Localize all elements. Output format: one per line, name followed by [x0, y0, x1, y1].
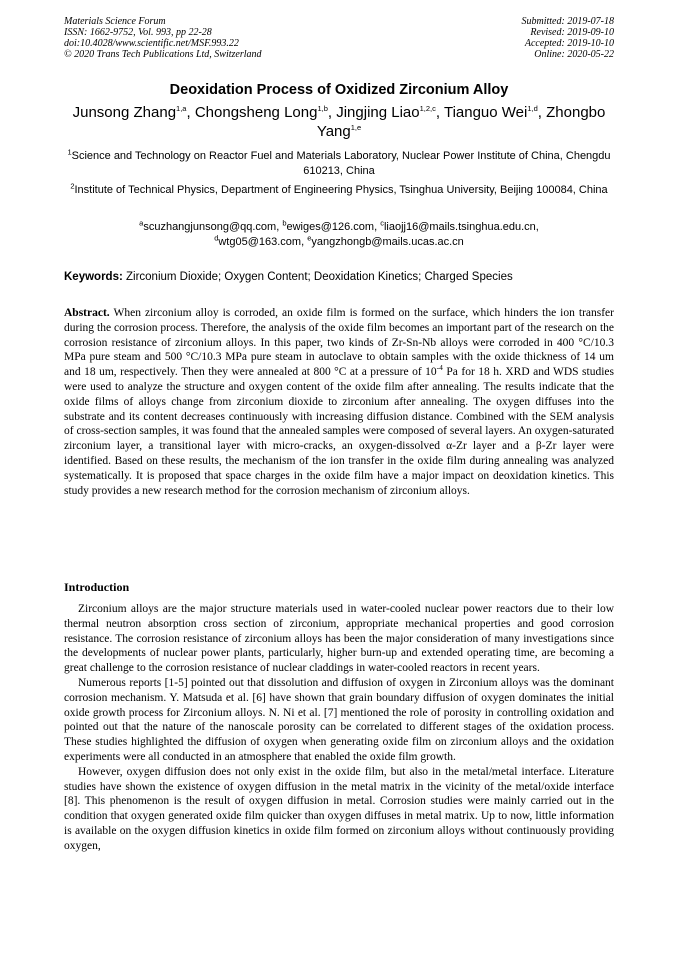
keywords-text: Zirconium Dioxide; Oxygen Content; Deoxidation Kinetics; Charged Species	[126, 271, 513, 283]
author-affiliation-mark: 1,2,c	[419, 104, 436, 113]
introduction-paragraph-3: However, oxygen diffusion does not only exist in the oxide film, but also in the metal/metal interface. Literature studies have shown the existence of oxygen diffusion in the metal matrix in the vicinity of the metal/oxide interface [8]. This phenomenon is the result of oxygen diffusion in metal. Corrosion studies were mainly carried out in the condition that oxygen generated oxide film quicker than oxygen diffuses in metal matrix. Up to now, little information is available on the oxygen diffusion kinetics in oxide film formed on zirconium alloys without continuously providing oxygen,	[64, 765, 614, 852]
affiliation-text: Institute of Technical Physics, Department of Engineering Physics, Tsinghua University, Beijing 100084, China	[74, 184, 608, 196]
affiliation-text: Science and Technology on Reactor Fuel and Materials Laboratory, Nuclear Power Institute of China, Chengdu 610213, China	[71, 150, 611, 177]
author-affiliation-mark: 1,b	[317, 104, 328, 113]
author-name: Junsong Zhang	[72, 104, 177, 121]
author-separator: ,	[327, 104, 337, 121]
keywords-label: Keywords:	[64, 271, 123, 283]
abstract-text-part-1: When zirconium alloy is corroded, an oxide film is formed on the surface, which hinders the ion transfer during the corrosion process. Therefore, the analysis of the oxide film becomes an important part of the research on the corrosion resistance of zirconium alloys. In this paper, two kinds of Zr-Sn-Nb alloys were corroded in 400 °C/10.3 MPa pure steam and 500 °C/10.3 MPa pure steam in autoclave to obtain samples with the oxide thickness of 14 um and 18 um, respectively. Then they were annealed at 800 °C at a pressure of 10	[64, 307, 614, 379]
email-entry	[139, 218, 283, 233]
doi-line: doi:10.4028/www.scientific.net/MSF.993.22	[64, 38, 239, 49]
affiliation-mark: 2	[70, 181, 75, 191]
email-mark: c	[380, 218, 384, 228]
author-name: Zhongbo Yang	[316, 104, 606, 140]
author-affiliation-mark: 1,d	[527, 104, 538, 113]
revised-date: Revised: 2019-09-10	[530, 27, 614, 38]
author-separator: ,	[435, 104, 444, 121]
email-mark: e	[307, 232, 312, 242]
accepted-date: Accepted: 2019-10-10	[524, 38, 614, 49]
author-affiliation-mark: 1,a	[176, 104, 187, 113]
author-name: Chongsheng Long	[194, 104, 318, 121]
email-mark: b	[282, 218, 287, 228]
author-name: Jingjing Liao	[336, 104, 420, 121]
email-entry	[214, 232, 308, 248]
author-affiliation-mark: 1,e	[350, 123, 362, 132]
online-date: Online: 2020-05-22	[534, 49, 614, 60]
author	[195, 104, 336, 121]
copyright-line: © 2020 Trans Tech Publications Ltd, Switzerland	[64, 49, 262, 60]
abstract-label: Abstract.	[64, 307, 110, 319]
author	[336, 104, 444, 121]
introduction-heading: Introduction	[64, 580, 130, 594]
email-separator: ,	[535, 221, 539, 233]
email-separator: ,	[276, 221, 283, 233]
journal-info	[64, 16, 262, 60]
introduction-body	[64, 602, 614, 854]
email-address: wtg05@163.com	[218, 235, 302, 248]
email-entry	[282, 218, 381, 233]
email-separator: ,	[374, 221, 381, 233]
paper-title: Deoxidation Process of Oxidized Zirconium Alloy	[169, 82, 509, 98]
affiliation-2	[64, 183, 614, 198]
introduction-paragraph-1: Zirconium alloys are the major structure materials used in water-cooled nuclear power reactors due to their low thermal neutron absorption cross section of zirconium, appropriate mechanical properties and good corrosion resistance. The corrosion resistance of zirconium alloys has been the major consideration of many investigations since the developments of nuclear power plants, particularly, higher burn-up and extended operating time, are becoming a great challenge to the corrosion resistance of nuclear claddings in water-cooled reactors in recent years.	[64, 603, 614, 675]
submitted-date: Submitted: 2019-07-18	[521, 16, 614, 27]
author-name: Tianguo Wei	[443, 104, 528, 121]
pressure-exponent: -4	[436, 363, 443, 373]
author-list	[64, 103, 614, 141]
email-mark: d	[214, 232, 219, 242]
author-separator: ,	[186, 104, 195, 121]
author	[444, 104, 546, 121]
affiliation-1	[64, 149, 614, 178]
journal-name: Materials Science Forum	[64, 16, 166, 27]
email-entry	[307, 232, 464, 248]
introduction-paragraph-2: Numerous reports [1-5] pointed out that dissolution and diffusion of oxygen in Zirconium alloys was the dominant corrosion mechanism. Y. Matsuda et al. [6] have shown that grain boundary diffusion of oxygen dominates the initial oxide growth process for Zirconium alloys. N. Ni et al. [7] mentioned the role of porosity in controlling oxidation and pointed out that the nature of the nanoscale porosity can be correlated to different stages of the oxidation process. These studies highlighted the diffusion of oxygen when generating oxide film on zirconium alloys and the oxidation experiments were all conducted in an atmosphere that enabled the oxide film growth.	[64, 676, 614, 763]
keywords-line	[64, 270, 624, 284]
publication-dates	[522, 16, 615, 60]
abstract-paragraph	[64, 306, 614, 498]
affiliation-mark: 1	[67, 147, 72, 157]
email-address: liaojj16@mails.tsinghua.edu.cn	[383, 221, 536, 233]
issn-line: ISSN: 1662-9752, Vol. 993, pp 22-28	[64, 27, 212, 38]
email-mark: a	[139, 218, 144, 228]
email-list	[64, 220, 614, 249]
abstract-text-part-2: Pa for 18 h. XRD and WDS studies were used to analyze the structure and oxygen content of the oxide film after annealing. The results indicate that the oxide films of alloys change from zirconium dioxide to zirconium after annealing. The oxygen diffuses into the substrate and its content decreases continuously with increasing diffusion distance. Combined with the SEM analysis of cross-section samples, it was found that the annealed samples were composed of several layers. An oxygen-saturated zirconium layer, a transitional layer with micro-cracks, an oxygen-dissolved α-Zr layer and a β-Zr layer were identified. Based on these results, the mechanism of the ion transfer in the oxide film during annealing was analyzed systematically. It is proposed that space charges in the oxide film have a major impact on deoxidation kinetics. This study provides a new research method for the corrosion mechanism of zirconium alloys.	[64, 366, 615, 497]
author	[73, 104, 195, 121]
email-address: yangzhongb@mails.ucas.ac.cn	[311, 235, 464, 248]
email-address: ewiges@126.com	[286, 221, 375, 233]
author-separator: ,	[537, 104, 547, 121]
email-entry	[380, 218, 539, 233]
email-separator: ,	[301, 235, 308, 248]
email-address: scuzhangjunsong@qq.com	[143, 221, 277, 233]
